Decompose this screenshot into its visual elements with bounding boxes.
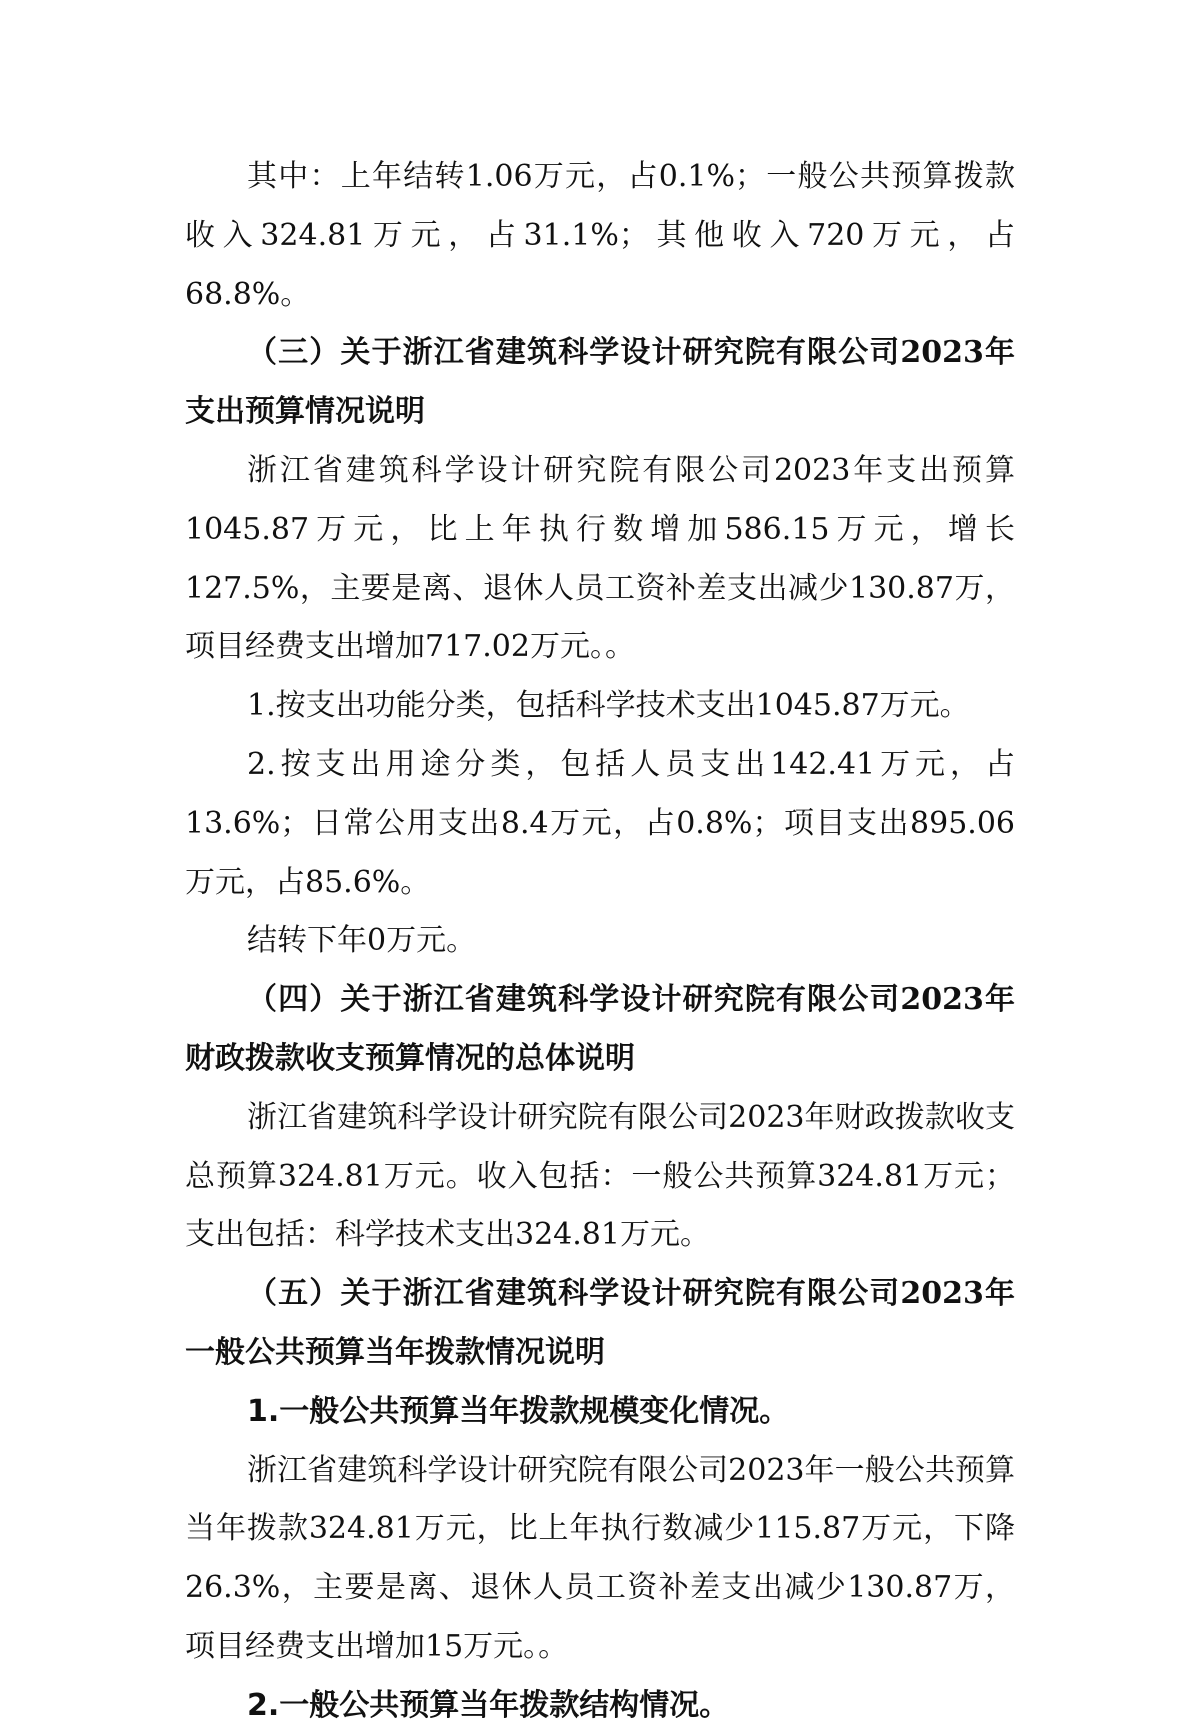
paragraph-expenditure-by-function: 1.按支出功能分类，包括科学技术支出1045.87万元。 bbox=[247, 688, 970, 724]
paragraph-expenditure-budget: 浙江省建筑科学设计研究院有限公司2023年支出预算1045.87万元，比上年执行数增加586.15万元，增长127.5%，主要是离、退休人员工资补差支出减少130.87万，项目经费支出增加717.02万元。。 bbox=[185, 452, 1015, 665]
paragraph-carryover: 结转下年0万元。 bbox=[247, 923, 477, 959]
subheading-scale-change: 1.一般公共预算当年拨款规模变化情况。 bbox=[247, 1393, 790, 1429]
paragraph-expenditure-by-use: 2.按支出用途分类，包括人员支出142.41万元，占13.6%；日常公用支出8.4万元，占0.8%；项目支出895.06万元，占85.6%。 bbox=[185, 746, 1015, 900]
document-body bbox=[185, 148, 1015, 1736]
section-heading-4: （四）关于浙江省建筑科学设计研究院有限公司2023年财政拨款收支预算情况的总体说明 bbox=[185, 982, 1015, 1076]
paragraph-fiscal-budget-overview: 浙江省建筑科学设计研究院有限公司2023年财政拨款收支总预算324.81万元。收入包括：一般公共预算324.81万元；支出包括：科学技术支出324.81万元。 bbox=[185, 1099, 1015, 1253]
section-heading-5: （五）关于浙江省建筑科学设计研究院有限公司2023年一般公共预算当年拨款情况说明 bbox=[185, 1276, 1015, 1370]
section-heading-3: （三）关于浙江省建筑科学设计研究院有限公司2023年支出预算情况说明 bbox=[185, 335, 1015, 430]
paragraph-scale-change: 浙江省建筑科学设计研究院有限公司2023年一般公共预算当年拨款324.81万元，比上年执行数减少115.87万元，下降26.3%，主要是离、退休人员工资补差支出减少130.87万，项目经费支出增加15万元。。 bbox=[185, 1452, 1015, 1664]
paragraph-income-breakdown: 其中：上年结转1.06万元，占0.1%；一般公共预算拨款收入324.81万元，占31.1%；其他收入720万元，占68.8%。 bbox=[185, 159, 1015, 312]
subheading-structure: 2.一般公共预算当年拨款结构情况。 bbox=[247, 1687, 730, 1723]
